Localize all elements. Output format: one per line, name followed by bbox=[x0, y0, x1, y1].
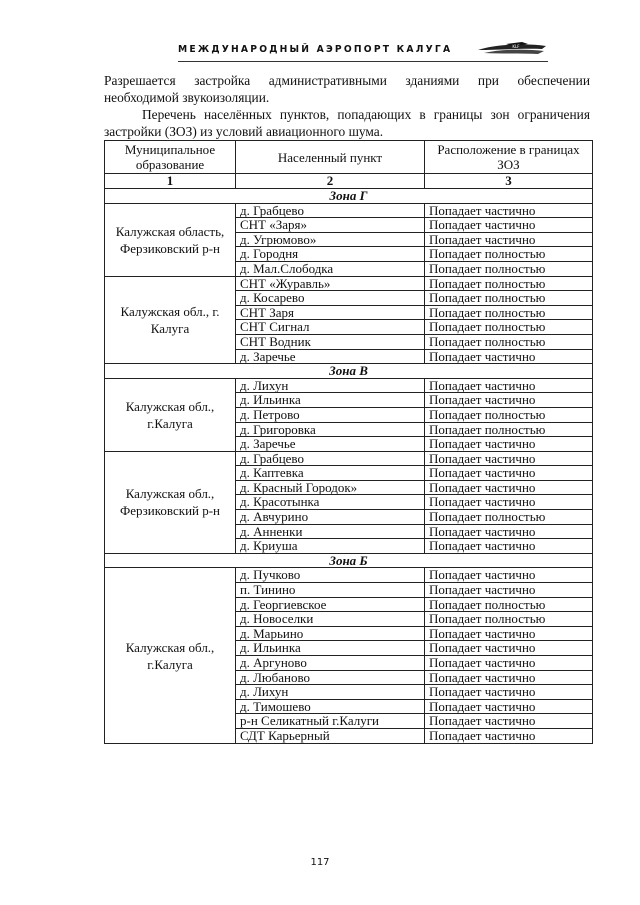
status-cell: Попадает частично bbox=[425, 232, 593, 247]
settlement-cell: д. Городня bbox=[236, 247, 425, 262]
status-cell: Попадает частично bbox=[425, 466, 593, 481]
status-cell: Попадает частично bbox=[425, 495, 593, 510]
settlement-cell: д. Заречье bbox=[236, 349, 425, 364]
paragraph-settlements-intro bbox=[104, 106, 590, 140]
header-location: Расположение в границах ЗОЗ bbox=[425, 141, 593, 174]
paragraph1-line1: Разрешается застройка административными зданиями при обеспечении bbox=[104, 73, 590, 88]
settlement-cell: д. Авчурино bbox=[236, 510, 425, 525]
settlement-cell: д. Георгиевское bbox=[236, 597, 425, 612]
zone-row bbox=[105, 189, 593, 204]
municipality-cell: Калужская обл., г. Калуга bbox=[105, 276, 236, 364]
status-cell: Попадает частично bbox=[425, 685, 593, 700]
status-cell: Попадает частично bbox=[425, 626, 593, 641]
status-cell: Попадает частично bbox=[425, 670, 593, 685]
settlement-cell: д. Лихун bbox=[236, 685, 425, 700]
status-cell: Попадает частично bbox=[425, 656, 593, 671]
status-cell: Попадает полностью bbox=[425, 407, 593, 422]
settlement-cell: д. Тимошево bbox=[236, 699, 425, 714]
table-row bbox=[105, 451, 593, 466]
settlements-table bbox=[104, 140, 593, 744]
settlement-cell: д. Грабцево bbox=[236, 451, 425, 466]
settlement-cell: д. Петрово bbox=[236, 407, 425, 422]
status-cell: Попадает полностью bbox=[425, 305, 593, 320]
settlement-cell: д. Угрюмово» bbox=[236, 232, 425, 247]
airplane-logo-icon bbox=[476, 38, 548, 60]
zone-label: Зона В bbox=[105, 364, 593, 379]
settlement-cell: д. Заречье bbox=[236, 437, 425, 452]
status-cell: Попадает частично bbox=[425, 378, 593, 393]
settlement-cell: д. Аргуново bbox=[236, 656, 425, 671]
status-cell: Попадает полностью bbox=[425, 597, 593, 612]
svg-text:KLF: KLF bbox=[512, 44, 520, 49]
status-cell: Попадает полностью bbox=[425, 247, 593, 262]
status-cell: Попадает полностью bbox=[425, 422, 593, 437]
status-cell: Попадает полностью bbox=[425, 334, 593, 349]
settlement-cell: д. Грабцево bbox=[236, 203, 425, 218]
settlement-cell: СНТ «Журавль» bbox=[236, 276, 425, 291]
settlement-cell: д. Марьино bbox=[236, 626, 425, 641]
column-number: 2 bbox=[236, 174, 425, 189]
status-cell: Попадает частично bbox=[425, 728, 593, 743]
column-numbers-row bbox=[105, 174, 593, 189]
status-cell: Попадает частично bbox=[425, 568, 593, 583]
status-cell: Попадает частично bbox=[425, 451, 593, 466]
column-number: 3 bbox=[425, 174, 593, 189]
settlement-cell: СНТ Заря bbox=[236, 305, 425, 320]
status-cell: Попадает частично bbox=[425, 539, 593, 554]
settlement-cell: д. Григоровка bbox=[236, 422, 425, 437]
status-cell: Попадает частично bbox=[425, 524, 593, 539]
settlement-cell: д. Анненки bbox=[236, 524, 425, 539]
settlement-cell: д. Красотынка bbox=[236, 495, 425, 510]
header-municipality: Муниципальное образование bbox=[105, 141, 236, 174]
status-cell: Попадает полностью bbox=[425, 510, 593, 525]
status-cell: Попадает полностью bbox=[425, 276, 593, 291]
table-row bbox=[105, 378, 593, 393]
settlement-cell: д. Ильинка bbox=[236, 393, 425, 408]
status-cell: Попадает частично bbox=[425, 699, 593, 714]
settlement-cell: СНТ Сигнал bbox=[236, 320, 425, 335]
zone-row bbox=[105, 364, 593, 379]
status-cell: Попадает полностью bbox=[425, 291, 593, 306]
zone-label: Зона Г bbox=[105, 189, 593, 204]
municipality-cell: Калужская обл., Ферзиковский р-н bbox=[105, 451, 236, 553]
column-number: 1 bbox=[105, 174, 236, 189]
paragraph1-line2: необходимой звукоизоляции. bbox=[104, 90, 270, 105]
header-settlement: Населенный пункт bbox=[236, 141, 425, 174]
settlement-cell: д. Лихун bbox=[236, 378, 425, 393]
settlement-cell: р-н Селикатный г.Калуги bbox=[236, 714, 425, 729]
status-cell: Попадает частично bbox=[425, 714, 593, 729]
settlement-cell: д. Ильинка bbox=[236, 641, 425, 656]
status-cell: Попадает частично bbox=[425, 641, 593, 656]
table-row bbox=[105, 276, 593, 291]
settlement-cell: СНТ «Заря» bbox=[236, 218, 425, 233]
header-title: МЕЖДУНАРОДНЫЙ АЭРОПОРТ КАЛУГА bbox=[178, 43, 453, 55]
table-row bbox=[105, 568, 593, 583]
status-cell: Попадает полностью bbox=[425, 320, 593, 335]
settlement-cell: д. Красный Городок» bbox=[236, 480, 425, 495]
settlement-cell: д. Пучково bbox=[236, 568, 425, 583]
settlement-cell: п. Тинино bbox=[236, 583, 425, 598]
settlement-cell: д. Любаново bbox=[236, 670, 425, 685]
settlement-cell: д. Новоселки bbox=[236, 612, 425, 627]
paragraph-soundproofing bbox=[104, 72, 590, 106]
settlement-cell: д. Каптевка bbox=[236, 466, 425, 481]
settlement-cell: д. Косарево bbox=[236, 291, 425, 306]
municipality-cell: Калужская обл., г.Калуга bbox=[105, 378, 236, 451]
table-row bbox=[105, 203, 593, 218]
table-header-row bbox=[105, 141, 593, 174]
settlement-cell: СНТ Водник bbox=[236, 334, 425, 349]
municipality-cell: Калужская область, Ферзиковский р-н bbox=[105, 203, 236, 276]
zone-label: Зона Б bbox=[105, 553, 593, 568]
status-cell: Попадает частично bbox=[425, 349, 593, 364]
settlement-cell: д. Криуша bbox=[236, 539, 425, 554]
zone-row bbox=[105, 553, 593, 568]
status-cell: Попадает частично bbox=[425, 437, 593, 452]
status-cell: Попадает частично bbox=[425, 480, 593, 495]
status-cell: Попадает частично bbox=[425, 203, 593, 218]
settlement-cell: СДТ Карьерный bbox=[236, 728, 425, 743]
status-cell: Попадает полностью bbox=[425, 612, 593, 627]
header-rule bbox=[178, 61, 548, 62]
settlement-cell: д. Мал.Слободка bbox=[236, 261, 425, 276]
municipality-cell: Калужская обл., г.Калуга bbox=[105, 568, 236, 743]
status-cell: Попадает частично bbox=[425, 218, 593, 233]
paragraph2-line2: застройки (ЗОЗ) из условий авиационного шума. bbox=[104, 124, 384, 139]
paragraph2-line1: Перечень населённых пунктов, попадающих в границы зон ограничения bbox=[142, 107, 590, 122]
page-number: 117 bbox=[310, 857, 330, 868]
status-cell: Попадает частично bbox=[425, 583, 593, 598]
status-cell: Попадает полностью bbox=[425, 261, 593, 276]
status-cell: Попадает частично bbox=[425, 393, 593, 408]
